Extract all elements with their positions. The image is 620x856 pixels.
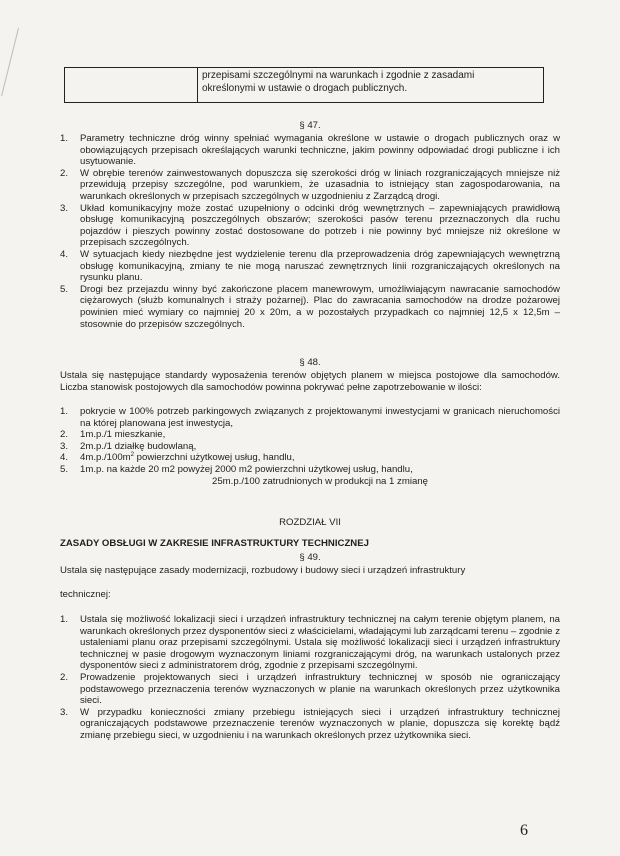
page-number: 6 [520,822,528,839]
section-49-intro-line1: Ustala się następujące zasady modernizacji, rozbudowy i budowy sieci i urządzeń infrastruktury [60,565,466,576]
list-item-number: 2. [60,671,69,683]
list-item-text: 1m.p./1 mieszkanie, [80,429,166,441]
list-item [60,441,560,453]
section-48-intro: Ustala się następujące standardy wyposażenia terenów objętych planem w miejsca postojowe dla samochodów. Liczba stanowisk postojowych dla samochodów powinna pokrywać pełne zapotrzebowanie w ilości: [60,370,560,393]
list-item-text: Parametry techniczne dróg winny spełniać wymagania określone w ustawie o drogach publicznych oraz w obowiązujących przepisach określających warunki techniczne, jakim powinny odpowiadać drogi publiczne i ich usytuowanie. [80,133,560,168]
list-item-text: 1m.p. na każde 20 m2 powyżej 2000 m2 powierzchni użytkowej usług, handlu, [80,463,413,475]
superscript: 2 [130,452,135,459]
list-item-number: 1. [60,614,69,625]
list-item [60,452,560,464]
list-item-text: W przypadku konieczności zmiany przebiegu istniejących sieci i urządzeń infrastruktury technicznej ograniczających podstawowe przeznaczenie terenów wyznaczonych w planie, dopuszcza się korektę bądź zmianę przebiegu sieci, w uzgodnieniu i na warunkach określonych przez użytkownika sieci. [80,706,560,741]
list-item-number: 4. [60,452,69,464]
list-item-text-after: powierzchni użytkowej usług, handlu, [134,452,295,464]
list-item-text: Ustala się możliwość lokalizacji sieci i urządzeń infrastruktury technicznej na całym terenie objętym planem, na warunkach określonych przez dysponentów sieci z właścicielami, władającymi lub zarządcami terenu – zgodnie z ustaleniami planu oraz przepisami szczególnymi. Ustala się możliwość lokalizacji sieci i urządzeń infrastruktury technicznej w pasie drogowym wyznaczonym liniami rozgraniczającymi dróg, na warunkach ustalonych przez dysponentów sieci z administratorem dróg, zgodnie z przepisami szczególnymi. [80,614,560,672]
list-item-text: W sytuacjach kiedy niezbędne jest wydzielenie terenu dla przeprowadzenia dróg zapewniających wewnętrzną obsługę komunikacyjną, zmiany te nie mogą naruszać zewnętrznych linii rozgraniczających określonych na rysunku planu. [80,248,560,284]
list-item [60,249,560,284]
section-48-list [60,406,560,487]
list-item [60,707,560,742]
list-item-number: 5. [60,463,69,475]
list-item [60,614,560,672]
list-item-number: 2. [60,167,69,179]
list-item-text-before: 4m.p./100m [80,452,131,464]
list-item-text: Drogi bez przejazdu winny być zakończone placem manewrowym, umożliwiającym nawracanie samochodów ciężarowych (służb komunalnych i straży pożarnej). Plac do zawracania samochodów na drodze pożarowej powinien mieć wymiary co najmniej 20 x 20m, a w pozostałych przypadkach co najmniej 12,5 x 12,5m – stosownie do przepisów szczególnych. [80,283,560,330]
list-item-text: Prowadzenie projektowanych sieci i urządzeń infrastruktury technicznej w sposób nie ograniczający podstawowego przeznaczenia terenów wyznaczonych w planie na warunkach określonych przez użytkownika sieci. [80,671,560,707]
list-item-text: W obrębie terenów zainwestowanych dopuszcza się szerokości dróg w liniach rozgraniczających mniejsze niż przewidują przepisy szczególne, pod warunkiem, że uzasadnia to istniejący stan zagospodarowania, na warunkach określonych w przepisach szczególnych w uzgodnieniu z Zarządcą drogi. [80,167,560,202]
section-49-list [60,614,560,742]
list-item-text: Układ komunikacyjny może zostać uzupełniony o odcinki dróg wewnętrznych – zapewniających prawidłową obsługę komunikacyjną poszczególnych obszarów; szerokości pasów terenu przeznaczonych dla ruchu pojazdów i pieszych powinny zostać dostosowane do potrzeb i nie powinny być mniejsze niż określone w przepisach szczególnych. [80,202,560,249]
chapter-title: ROZDZIAŁ VII [279,517,341,528]
list-item [60,168,560,203]
scan-artifact-line [1,28,19,96]
section-title-47: § 47. [299,120,321,131]
list-item [60,672,560,707]
list-item [60,464,560,487]
section-49-intro-line2: technicznej: [60,589,111,600]
chapter-heading: ZASADY OBSŁUGI W ZAKRESIE INFRASTRUKTURY TECHNICZNEJ [60,538,369,549]
list-item [60,284,560,330]
list-item-text: 2m.p./1 działkę budowlaną, [80,440,197,452]
list-item-number: 2. [60,429,69,441]
section-title-49: § 49. [299,552,321,563]
list-item [60,406,560,429]
section-47-list [60,133,560,330]
list-item-number: 1. [60,133,69,144]
list-item-continuation: 25m.p./100 zatrudnionych w produkcji na 1 zmianę [212,475,428,487]
table-text-cell [198,68,543,102]
table-text-line: określonymi w ustawie o drogach publicznych. [202,82,408,94]
list-item [60,133,560,168]
list-item-number: 3. [60,202,69,214]
list-item-number: 5. [60,283,69,295]
top-table-fragment [64,67,544,103]
list-item [60,429,560,441]
list-item-number: 4. [60,248,69,260]
list-item [60,203,560,249]
table-text-line: przepisami szczególnymi na warunkach i zgodnie z zasadami [202,70,475,81]
list-item-number: 1. [60,406,69,417]
section-title-48: § 48. [299,357,321,368]
list-item-number: 3. [60,706,69,718]
table-empty-cell [65,68,198,102]
list-item-number: 3. [60,440,69,452]
list-item-text: pokrycie w 100% potrzeb parkingowych związanych z projektowanymi inwestycjami w granicach nieruchomości na której planowana jest inwestycja, [80,406,560,429]
